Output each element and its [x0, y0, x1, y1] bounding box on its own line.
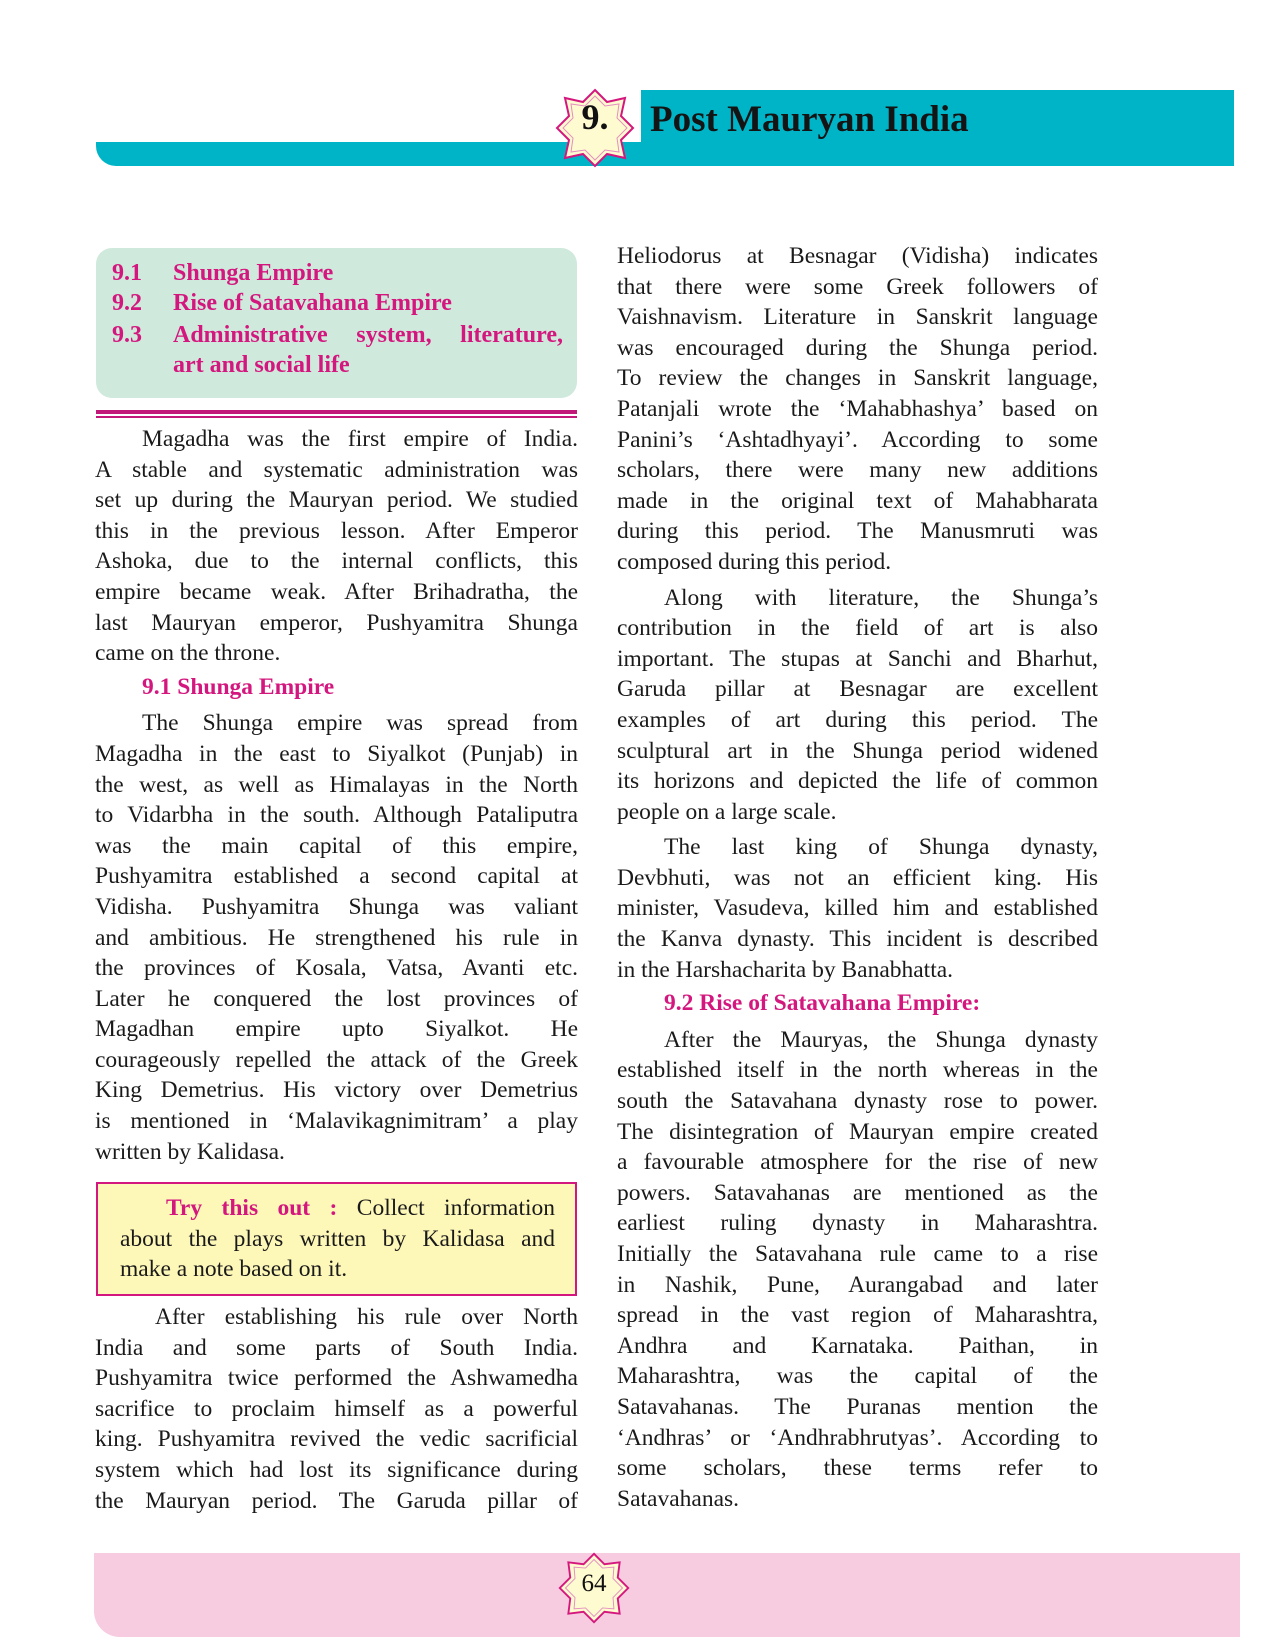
page-number: 64 [581, 1570, 607, 1597]
paragraph [617, 1025, 1098, 1515]
text-line: Garuda pillar at Besnagar are excellent [617, 676, 1098, 703]
text-line: To review the changes in Sanskrit language, [617, 365, 1098, 392]
text-line: ‘Andhras’ or ‘Andhrabhrutyas’. According to [617, 1424, 1098, 1451]
text-line: empire became weak. After Brihadratha, the [95, 578, 578, 605]
text-line: minister, Vasudeva, killed him and established [617, 895, 1098, 922]
text-line: to Vidarbha in the south. Although Pataliputra [95, 802, 578, 829]
text-line [120, 1193, 555, 1224]
text-line: earliest ruling dynasty in Maharashtra. [617, 1210, 1098, 1237]
header-band-bottom [96, 142, 1234, 166]
text-line: Heliodorus at Besnagar (Vidisha) indicates [617, 243, 1098, 269]
text-line: powers. Satavahanas are mentioned as the [617, 1179, 1098, 1206]
text-line: in Nashik, Pune, Aurangabad and later [617, 1271, 1098, 1298]
text-line: Magadhan empire upto Siyalkot. He [95, 1016, 578, 1043]
text-line: Patanjali wrote the ‘Mahabhashya’ based on [617, 395, 1098, 422]
chapter-number: 9. [581, 97, 609, 137]
text-line: The Shunga empire was spread from [142, 710, 578, 737]
text-line: people on a large scale. [617, 798, 837, 825]
text-line: Vidisha. Pushyamitra Shunga was valiant [95, 893, 578, 920]
paragraph [617, 583, 1098, 828]
topic-number: 9.1 [112, 260, 142, 286]
text-line: this in the previous lesson. After Emperor [95, 517, 578, 544]
text-line: is mentioned in ‘Malavikagnimitram’ a play [95, 1108, 578, 1135]
left-column-bottom [95, 1302, 578, 1516]
text-line: about the plays written by Kalidasa and [120, 1225, 555, 1252]
text-line: the Kanva dynasty. This incident is described [617, 926, 1098, 953]
topics-box [96, 248, 577, 398]
footer-band [94, 1553, 1240, 1637]
text-line: Andhra and Karnataka. Paithan, in [617, 1332, 1098, 1359]
text-line: Satavahanas. [617, 1485, 740, 1512]
topic-title: Shunga Empire [173, 260, 334, 286]
text-line: Later he conquered the lost provinces of [95, 985, 578, 1012]
text-line: Maharashtra, was the capital of the [617, 1363, 1098, 1390]
section-heading-shunga: 9.1 Shunga Empire [142, 673, 335, 700]
divider-rule [96, 410, 577, 414]
try-this-out-box [96, 1182, 577, 1296]
text-line: and ambitious. He strengthened his rule in [95, 924, 578, 951]
text-line: last Mauryan emperor, Pushyamitra Shunga [95, 609, 578, 636]
text-line: A stable and systematic administration was [95, 456, 578, 483]
text-line: the Mauryan period. The Garuda pillar of [95, 1487, 578, 1514]
text-line: set up during the Mauryan period. We studied [95, 487, 578, 514]
text-line: composed during this period. [617, 548, 892, 575]
text-line: Initially the Satavahana rule came to a rise [617, 1241, 1098, 1267]
text-line: Magadha was the first empire of India. [142, 426, 578, 452]
text-line: courageously repelled the attack of the Greek [95, 1046, 578, 1073]
text-line: After establishing his rule over North [155, 1304, 578, 1330]
text-line: examples of art during this period. The [617, 706, 1098, 733]
topic-title: Rise of Satavahana Empire [173, 290, 452, 316]
text-line: a favourable atmosphere for the rise of new [617, 1149, 1098, 1176]
text-line: system which had lost its significance during [95, 1456, 578, 1483]
text-line: came on the throne. [95, 640, 281, 667]
section-heading-satavahana: 9.2 Rise of Satavahana Empire: [664, 990, 981, 1017]
right-column [617, 241, 1098, 1514]
text-line: After the Mauryas, the Shunga dynasty [664, 1026, 1098, 1053]
left-column [95, 424, 578, 1167]
text-line: was the main capital of this empire, [95, 832, 578, 859]
text-line: the west, as well as Himalayas in the North [95, 771, 578, 798]
text-line: important. The stupas at Sanchi and Bharhut, [617, 645, 1098, 672]
text-line: make a note based on it. [120, 1256, 348, 1283]
text-line: spread in the vast region of Maharashtra, [617, 1302, 1098, 1329]
text-line: Panini’s ‘Ashtadhyayi’. According to some [617, 426, 1098, 453]
text-line: Vaishnavism. Literature in Sanskrit language [617, 304, 1098, 331]
text-line: scholars, there were many new additions [617, 457, 1098, 484]
topic-title-line: Administrative system, literature, [173, 322, 563, 348]
text-line: some scholars, these terms refer to [617, 1455, 1098, 1482]
text-line: King Demetrius. His victory over Demetrius [95, 1077, 578, 1104]
paragraph [617, 241, 1098, 578]
divider-rule [96, 416, 577, 418]
topic-number: 9.2 [112, 290, 142, 316]
text-line: established itself in the north whereas in the [617, 1057, 1098, 1084]
chapter-title: Post Mauryan India [650, 99, 969, 140]
paragraph [95, 708, 578, 1167]
text-line: Ashoka, due to the internal conflicts, this [95, 548, 578, 575]
text-line: the provinces of Kosala, Vatsa, Avanti etc. [95, 955, 578, 982]
text-line: during this period. The Manusmruti was [617, 518, 1098, 545]
text-line: south the Satavahana dynasty rose to power. [617, 1088, 1098, 1115]
text-line: Satavahanas. The Puranas mention the [617, 1393, 1098, 1420]
text-line: Pushyamitra twice performed the Ashwamedha [95, 1365, 578, 1392]
text-line: Magadha in the east to Siyalkot (Punjab) in [95, 740, 578, 767]
text-line: sculptural art in the Shunga period widened [617, 737, 1098, 764]
try-text: Collect information [337, 1195, 555, 1221]
text-line: king. Pushyamitra revived the vedic sacrificial [95, 1426, 578, 1453]
text-line: sacrifice to proclaim himself as a powerful [95, 1395, 578, 1422]
text-line: its horizons and depicted the life of common [617, 768, 1098, 795]
paragraph [95, 424, 578, 669]
text-line: The disintegration of Mauryan empire created [617, 1118, 1098, 1145]
text-line: in the Harshacharita by Banabhatta. [617, 956, 954, 983]
text-line: written by Kalidasa. [95, 1138, 285, 1165]
topic-item [112, 288, 563, 318]
topic-title-block [173, 320, 563, 380]
text-line: Along with literature, the Shunga’s [664, 584, 1098, 611]
text-line: Devbhuti, was not an efficient king. His [617, 864, 1098, 891]
topic-title-line: art and social life [173, 352, 350, 378]
text-line: The last king of Shunga dynasty, [664, 834, 1098, 861]
text-line: India and some parts of South India. [95, 1334, 578, 1361]
text-line: that there were some Greek followers of [617, 273, 1098, 300]
topic-number: 9.3 [112, 322, 142, 348]
topic-item [112, 258, 563, 288]
topic-item [112, 320, 563, 380]
try-this-out-label: Try this out : [166, 1195, 338, 1221]
paragraph [617, 832, 1098, 985]
text-line: made in the original text of Mahabharata [617, 487, 1098, 514]
text-line: contribution in the field of art is also [617, 615, 1098, 642]
text-line: Pushyamitra established a second capital at [95, 863, 578, 890]
text-line: was encouraged during the Shunga period. [617, 334, 1098, 361]
